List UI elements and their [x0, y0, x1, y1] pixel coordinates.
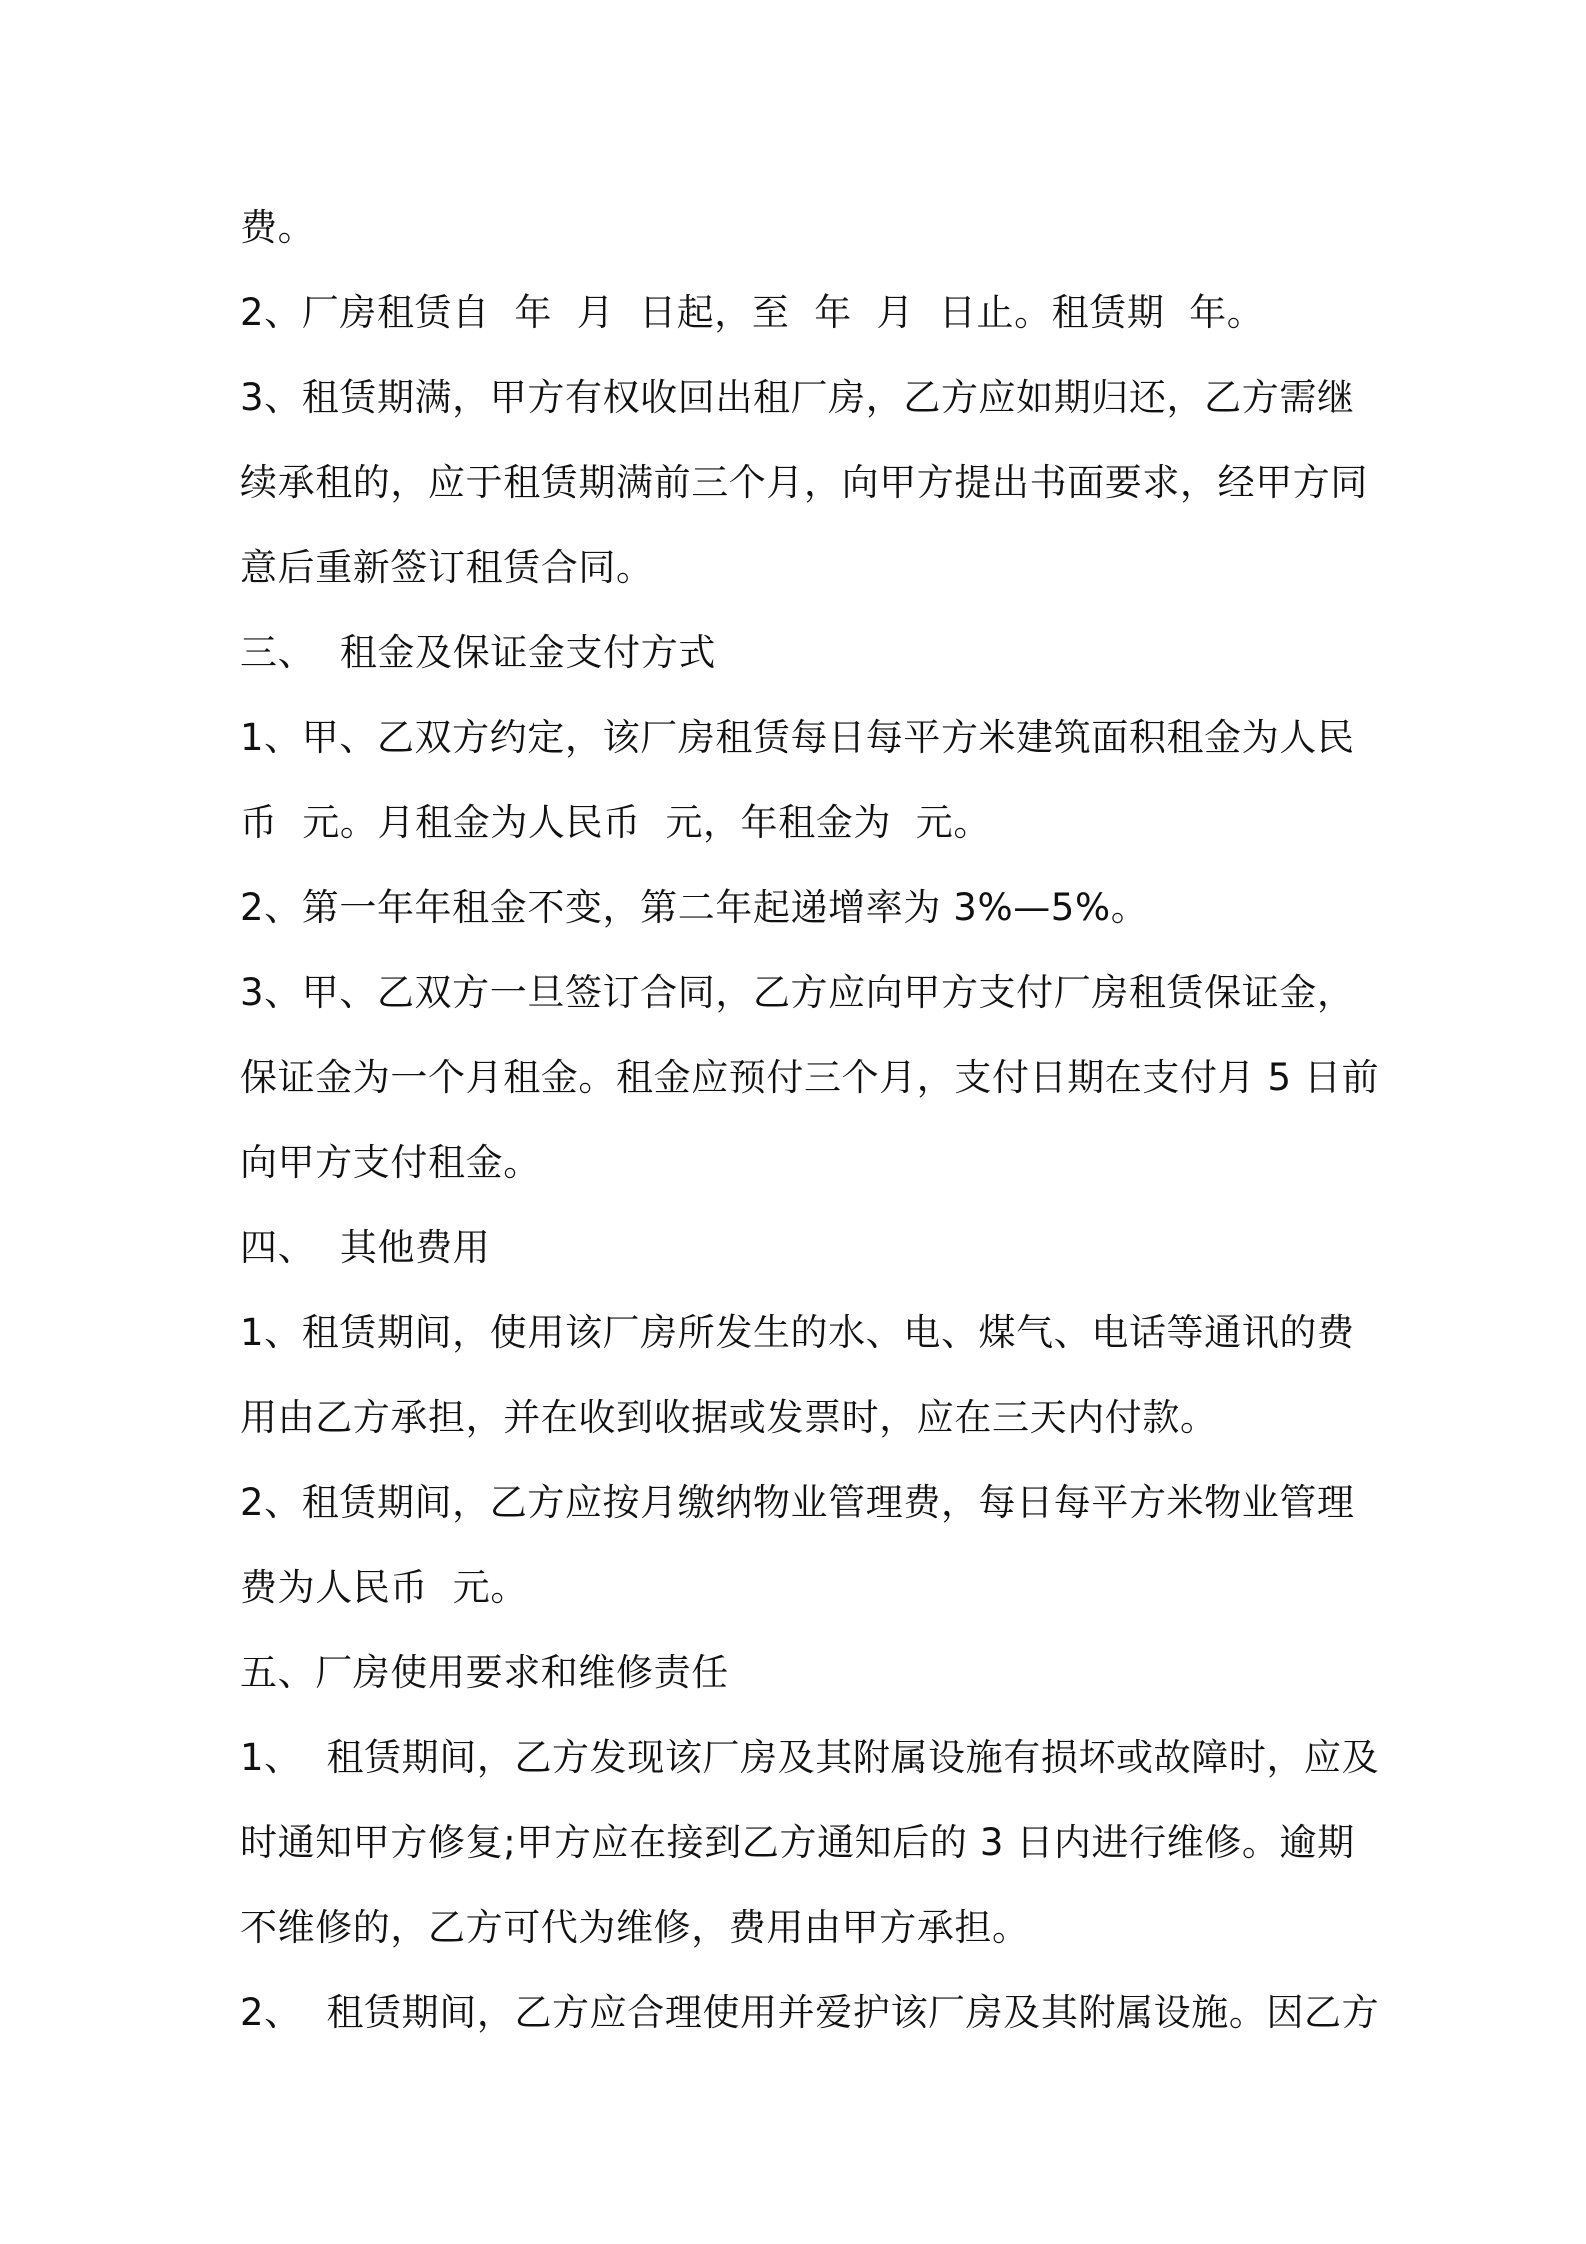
text-line: 时通知甲方修复;甲方应在接到乙方通知后的 3 日内进行维修。逾期: [240, 1821, 1355, 1864]
text-line: 2、 租赁期间，乙方应合理使用并爱护该厂房及其附属设施。因乙方: [240, 1991, 1380, 2034]
text-line: 2、第一年年租金不变，第二年起递增率为 3%—5%。: [240, 886, 1149, 929]
text-line: 1、租赁期间，使用该厂房所发生的水、电、煤气、电话等通讯的费: [240, 1311, 1355, 1354]
text-line: 保证金为一个月租金。租金应预付三个月，支付日期在支付月 5 日前: [240, 1056, 1380, 1099]
text-line: 向甲方支付租金。: [240, 1141, 541, 1184]
text-line: 1、甲、乙双方约定，该厂房租赁每日每平方米建筑面积租金为人民: [240, 716, 1355, 759]
text-line: 1、 租赁期间，乙方发现该厂房及其附属设施有损坏或故障时，应及: [240, 1736, 1380, 1779]
text-line: 不维修的，乙方可代为维修，费用由甲方承担。: [240, 1906, 1030, 1949]
text-line: 意后重新签订租赁合同。: [240, 546, 654, 589]
section-heading: 四、 其他费用: [240, 1226, 491, 1269]
text-line: 续承租的，应于租赁期满前三个月，向甲方提出书面要求，经甲方同: [240, 461, 1368, 504]
text-line: 用由乙方承担，并在收到收据或发票时，应在三天内付款。: [240, 1396, 1218, 1439]
text-line: 3、租赁期满，甲方有权收回出租厂房，乙方应如期归还，乙方需继: [240, 376, 1355, 419]
text-line: 3、甲、乙双方一旦签订合同，乙方应向甲方支付厂房租赁保证金，: [240, 971, 1355, 1014]
text-line: 币 元。月租金为人民币 元，年租金为 元。: [240, 801, 991, 844]
text-line: 2、租赁期间，乙方应按月缴纳物业管理费，每日每平方米物业管理: [240, 1481, 1355, 1524]
text-line: 2、厂房租赁自 年 月 日起，至 年 月 日止。租赁期 年。: [240, 291, 1265, 334]
section-heading: 五、厂房使用要求和维修责任: [240, 1651, 729, 1694]
text-line: 费。: [240, 206, 316, 249]
section-heading: 三、 租金及保证金支付方式: [240, 631, 716, 674]
text-line: 费为人民币 元。: [240, 1566, 528, 1609]
